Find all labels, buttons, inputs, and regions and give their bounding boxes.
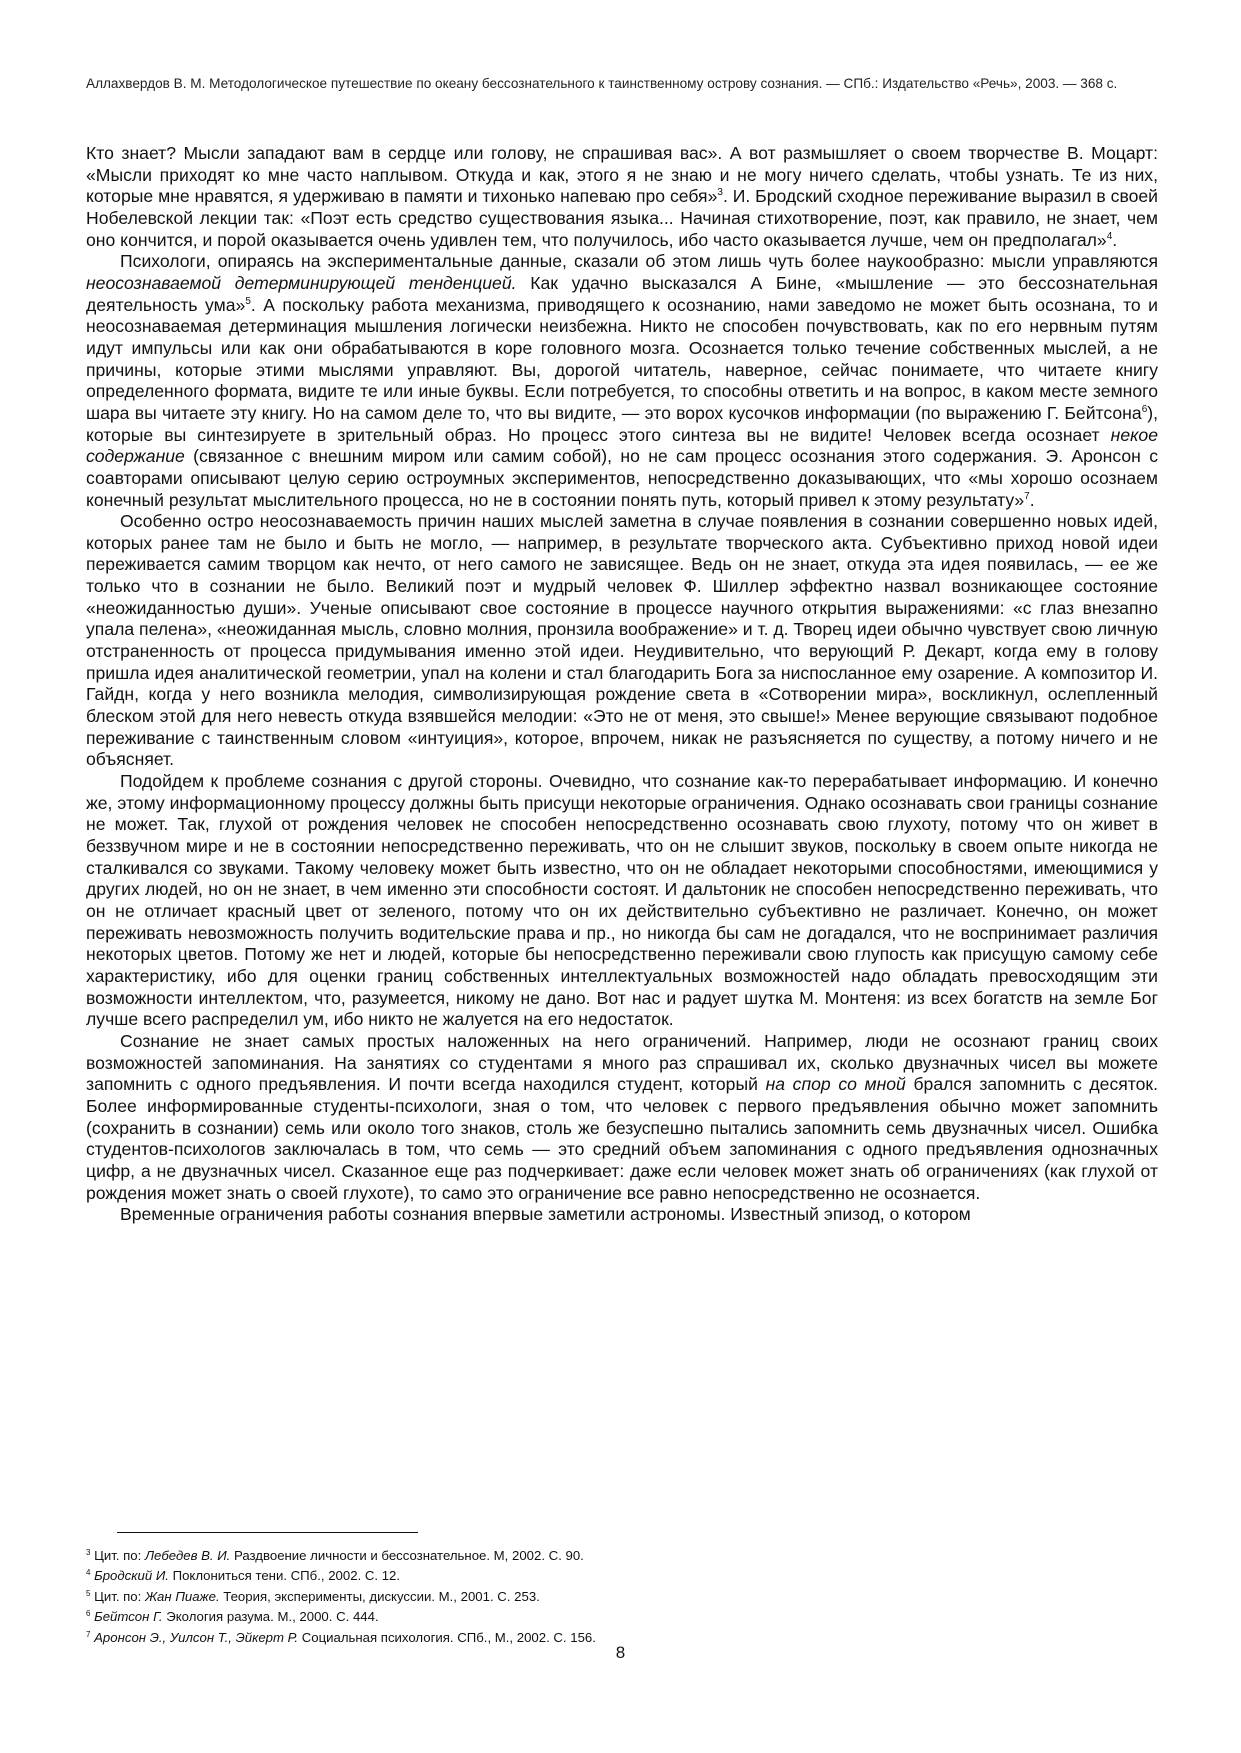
footnote-ref: 6 — [1141, 403, 1148, 415]
footnote-ref: 3 — [717, 187, 723, 199]
footnotes — [86, 1546, 1158, 1648]
bibliographic-header: Аллахвердов В. М. Методологическое путешествие по океану бессознательного к таинственному острову сознания. — СПб.: Издательство «Речь», 2003. — 368 с. — [86, 76, 1118, 91]
footnote: $^6$ Бейтсон Г. Экология разума. М., 2000. С. 444. — [86, 1609, 379, 1625]
footnote-ref: 5 — [245, 295, 251, 307]
paragraph-4: Подойдем к проблеме сознания с другой стороны. Очевидно, что сознание как-то перерабатывает информацию. И конечно же, этому информационному процессу должны быть присущи некоторые ограничения. Однако осознавать свои границы сознание не может. Так, глухой от рождения человек не способен непосредственно осознавать свою глухоту, потому что он живет в беззвучном мире и не в состоянии непосредственно переживать, что он не слышит звуков, поскольку в своем опыте никогда не сталкивался со звуками. Такому человеку может быть известно, что он не обладает некоторыми способностями, имеющимися у других людей, но он не знает, в чем именно эти способности состоят. И дальтоник не способен непосредственно переживать, что он не отличает красный цвет от зеленого, потому что он их действительно субъективно не различает. Конечно, он может переживать невозможность получить водительские права и пр., но никогда бы сам не догадался, что не воспринимает различия некоторых цветов. Потому же нет и людей, которые бы непосредственно переживали свою глупость как присущую самому себе характеристику, ибо для оценки границ собственных интеллектуальных возможностей надо обладать превосходящим эти возможности интеллектом, что, разумеется, никому не дано. Вот нас и радует шутка М. Монтеня: из всех богатств на земле Бог лучше всего распределил ум, ибо никто не жалуется на его недостаток. — [86, 771, 1158, 1030]
paragraph-2: Психологи, опираясь на экспериментальные данные, сказали об этом лишь чуть более наукообразно: мысли управляются неосознаваемой детерминирующей тенденцией. Как удачно высказался А Бине, «мышление — это бессознательная деятельность ума»$^5$. А поскольку работа механизма, приводящего к осознанию, нами заведомо не может быть осознана, то и неосознаваемая детерминация мышления логически неизбежна. Никто не способен почувствовать, как по его нервным путям идут импульсы или как они обрабатываются в коре головного мозга. Осознается только течение собственных мыслей, а не причины, которые этими мыслями управляют. Вы, дорогой читатель, наверное, сейчас понимаете, что читаете книгу определенного формата, видите те или иные буквы. Если потребуется, то способны ответить и на вопрос, в каком месте земного шара вы читаете эту книгу. Но на самом деле то, что вы видите, — это ворох кусочков информации (по выражению Г. Бейтсона$^6$), которые вы синтезируете в зрительный образ. Но процесс этого синтеза вы не видите! Человек всегда осознает некое содержание (связанное с внешним миром или самим собой), но не сам процесс осознания этого содержания. Э. Аронсон с соавторами описывают целую серию остроумных экспериментов, непосредственно доказывающих, что «мы хорошо осознаем конечный результат мыслительного процесса, но не в состоянии понять путь, который привел к этому результату»$^7$. — [86, 251, 1158, 510]
paragraph-6: Временные ограничения работы сознания впервые заметили астрономы. Известный эпизод, о котором — [120, 1204, 971, 1225]
footnote-ref: 7 — [1024, 490, 1030, 502]
emphasis: некое содержание — [86, 424, 1158, 467]
emphasis: неосознаваемой детерминирующей тенденцией. — [86, 272, 517, 293]
main-text — [86, 143, 1158, 1226]
page-number: 8 — [615, 1643, 626, 1662]
paragraph-3: Особенно остро неосознаваемость причин наших мыслей заметна в случае появления в сознании совершенно новых идей, которых ранее там не было и быть не могло, — например, в результате творческого акта. Субъективно приход новой идеи переживается самим творцом как нечто, от него самого не зависящее. Ведь он не знает, откуда эта идея появилась, — ее же только что в сознании не было. Великий поэт и мудрый человек Ф. Шиллер эффектно назвал возникающее состояние «неожиданностью души». Ученые описывают свое состояние в процессе научного открытия выражениями: «с глаз внезапно упала пелена», «неожиданная мысль, словно молния, пронзила воображение» и т. д. Творец идеи обычно чувствует свою личную отстраненность от процесса придумывания именно этой идеи. Неудивительно, что верующий Р. Декарт, когда ему в голову пришла идея аналитической геометрии, упал на колени и стал благодарить Бога за ниспосланное ему озарение. А композитор И. Гайдн, когда у него возникла мелодия, символизирующая рождение света в «Сотворении мира», воскликнул, ослепленный блеском этой для него невесть откуда взявшейся мелодии: «Это не от меня, это свыше!» Менее верующие связывают подобное переживание с таинственным словом «интуиция», которое, впрочем, никак не разъясняется по существу, а потому ничего и не объясняет. — [86, 511, 1158, 770]
footnote: $^3$ Цит. по: Лебедев В. И. Раздвоение личности и бессознательное. М, 2002. С. 90. — [86, 1548, 584, 1563]
footnote-ref: 4 — [1106, 230, 1113, 242]
footnote: $^5$ Цит. по: Жан Пиаже. Теория, эксперименты, дискуссии. М., 2001. С. 253. — [86, 1588, 540, 1604]
paragraph-5: Сознание не знает самых простых наложенных на него ограничений. Например, люди не осознают границ своих возможностей запоминания. На занятиях со студентами я много раз спрашивал их, сколько двузначных чисел вы можете запомнить с одного предъявления. И почти всегда находился студент, который на спор со мной брался запомнить с десяток. Более информированные студенты-психологи, зная о том, что человек с первого предъявления обычно может запомнить (сохранить в сознании) семь или около того знаков, столь же безуспешно пытались запомнить семь двузначных чисел. Ошибка студентов-психологов заключалась в том, что семь — это средний объем запоминания с одного предъявления однозначных цифр, а не двузначных чисел. Сказанное еще раз подчеркивает: даже если человек может знать об ограничениях (как глухой от рождения может знать о своей глухоте), то само это ограничение все равно непосредственно не осознается. — [86, 1030, 1159, 1203]
footnote: $^7$ Аронсон Э., Уилсон Т., Эйкерт Р. Социальная психология. СПб., М., 2002. С. 156. — [86, 1629, 596, 1645]
footnote: $^4$ Бродский И. Поклониться тени. СПб., 2002. С. 12. — [86, 1568, 401, 1584]
paragraph-1: Кто знает? Мысли западают вам в сердце или голову, не спрашивая вас». А вот размышляет о своем творчестве В. Моцарт: «Мысли приходят ко мне часто наплывом. Откуда и как, этого я не знаю и не могу ничего сделать, чтобы узнать. Те из них, которые мне нравятся, я удерживаю в памяти и тихонько напеваю про себя»$^3$. И. Бродский сходное переживание выразил в своей Нобелевской лекции так: «Поэт есть средство существования языка... Начиная стихотворение, поэт, как правило, не знает, чем оно кончится, и порой оказывается очень удивлен тем, что получилось, ибо часто оказывается лучше, чем он предполагал»$^4$. — [86, 143, 1158, 250]
emphasis: на спор со мной — [765, 1074, 906, 1095]
footnote-divider — [117, 1532, 418, 1533]
